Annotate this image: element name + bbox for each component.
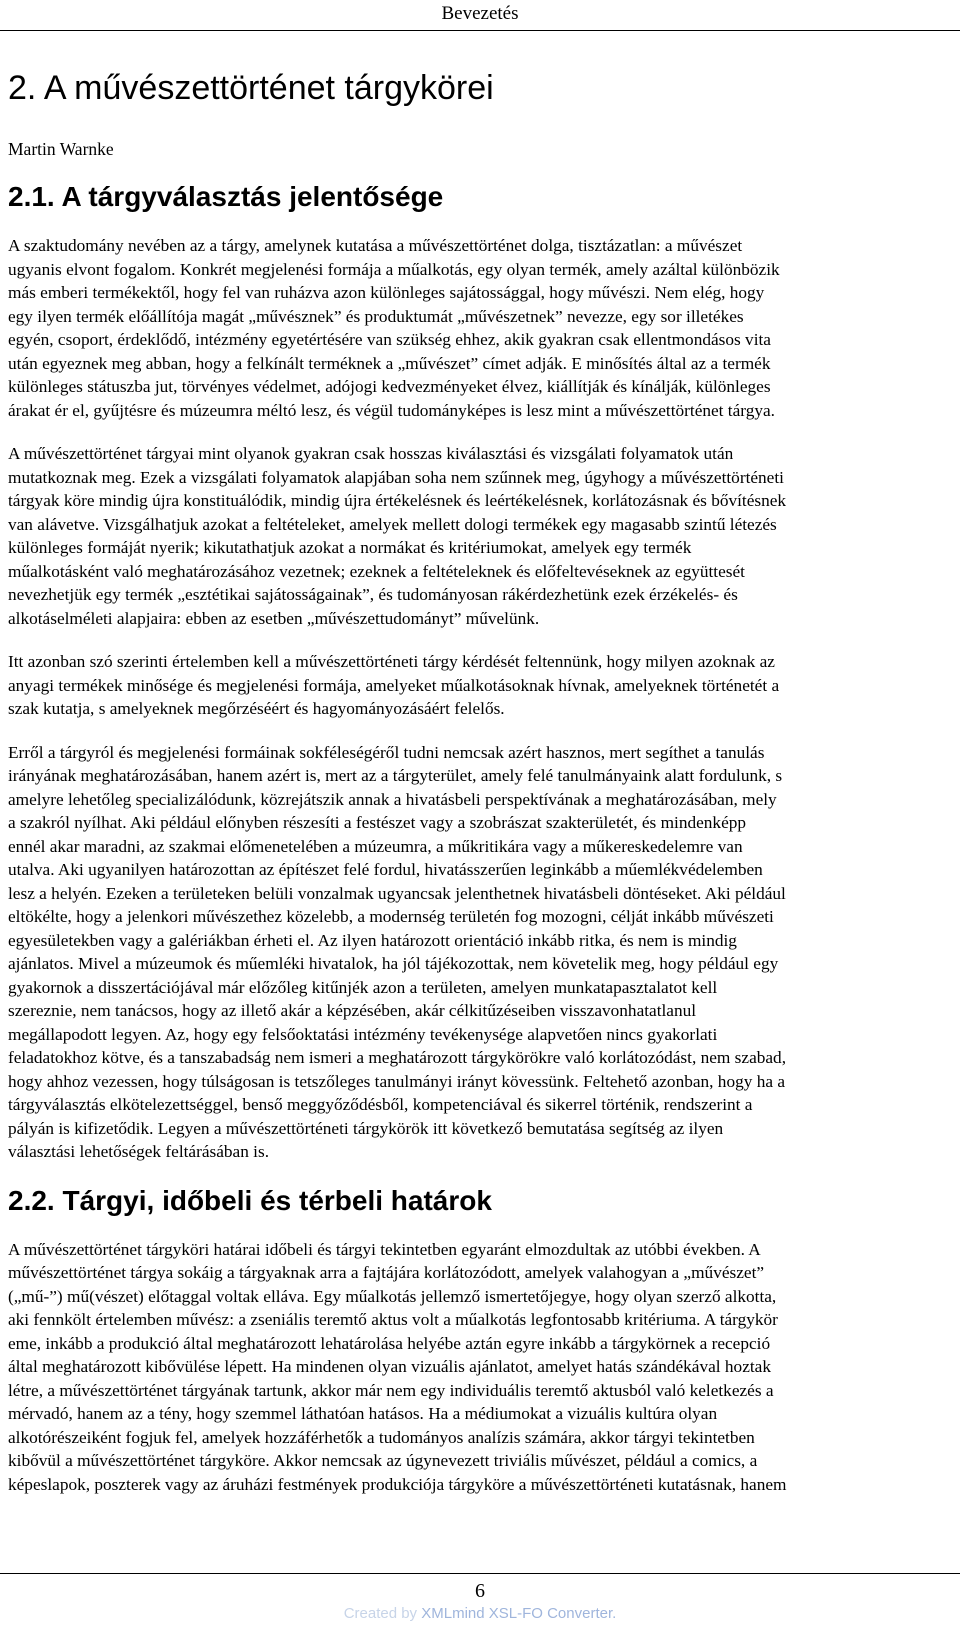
footer-divider xyxy=(0,1573,960,1574)
paragraph: Itt azonban szó szerinti értelemben kell a művészettörténeti tárgy kérdését feltennünk, hogy milyen azoknak az anyagi termékek minősége és megjelenési formája, amelyeket műalkotásoknak hívnak, amelyeknek történetét a szak kutatja, s amelyeknek megőrzéséért és hagyományozásáért felelős. xyxy=(8,652,780,718)
watermark-brand: XMLmind XSL-FO Converter. xyxy=(421,1605,617,1622)
paragraph: Erről a tárgyról és megjelenési formáinak sokféleségéről tudni nemcsak azért hasznos, mert segíthet a tanulás irányának meghatározásában, hanem azért is, mert az a tárgyterület, amely felé tanulmányaink alatt fordulunk, s amelyre lehetőleg specializálódunk, közrejátszik annak a hivatásbeli perspektívának a meghatározásában, mely a szakról nyílhat. Aki például előnyben részesíti a festészet vagy a szobrászat szakterületét, és mindenképp ennél akar maradni, az szakmai előmenetelében a múzeumra, a műkritikára vagy a műkereskedelemre van utalva. Aki ugyanilyen határozottan az építészet felé fordul, hivatásszerűen leginkább a műemlékvédelemben lesz a helyén. Ezeken a területeken belüli vonzalmak ugyancsak jelenthetnek hivatásbeli döntéseket. Aki például eltökélte, hogy a jelenkori művészethez közelebb, a modernség területén fog mozogni, célját inkább művészeti egyesületekben vagy a galériákban érheti el. Az ilyen határozott orientáció inkább ritka, és nem is mindig ajánlatos. Mivel a múzeumok és műemléki hivatalok, ha jól tájékozottak, nem követelik meg, hogy például egy gyakornok a disszertációjával már előzőleg kitűnjék azon a területen, amelyen munkatapasztalatot kell szereznie, nem tanácsos, hogy az illető akár a képzésében, akár célkitűzéseiben visszavonhatatlanul megállapodott legyen. Az, hogy egy felsőoktatási intézmény tevékenysége alapvetően nincs gyakorlati feladatokhoz kötve, és a tanszabadság nem ismeri a meghatározott tárgykörökre való korlátozódást, nem szabad, hogy ahhoz vezessen, hogy túlságosan is tetszőleges tanulmányi irányt kövessünk. Feltehető azonban, hogy ha a tárgyválasztás elkötelezettséggel, benső meggyőződésből, kompetenciával és sikerrel történik, rendszerint a pályán is kifizetődik. Legyen a művészettörténeti tárgykörök itt következő bemutatása segítség az ilyen választási lehetőségek feltárásában is. xyxy=(8,742,787,1161)
page-content xyxy=(8,68,959,1516)
author-name: Martin Warnke xyxy=(8,139,114,159)
paragraph: A művészettörténet tárgyai mint olyanok gyakran csak hosszas kiválasztási és vizsgálati folyamatok után mutatkoznak meg. Ezek a vizsgálati folyamatok alapjában soha nem szűnnek meg, úgyhogy a művészettörténeti tárgyak köre mindig újra konstituálódik, mindig újra értékelésnek és leértékelésnek, korlátozásnak és bővítésnek van alávetve. Vizsgálhatjuk azokat a feltételeket, amelyek mellett dologi termékek egy magasabb szintű létezés különleges formáját nyerik; kikutathatjuk azokat a normákat és kritériumokat, amelyek egy termék műalkotásként való meghatározásához vezetnek; ezeknek a feltételeknek és előfeltevéseknek az együttesét nevezhetjük egy termék „esztétikai sajátosságainak”, és tudományosan rákérdezhetünk ezek érzékelés- és alkotáselméleti alapjaira: ebben az esetben „művészettudományt” művelünk. xyxy=(8,444,787,628)
page-number: 6 xyxy=(475,1580,485,1602)
watermark-prefix: Created by xyxy=(343,1605,422,1622)
paragraph: A szaktudomány nevében az a tárgy, amelynek kutatása a művészettörténet dolga, tisztázatlan: a művészet ugyanis elvont fogalom. Konkrét megjelenési formája a műalkotás, egy olyan termék, amely azáltal különbözik más emberi termékektől, hogy fel van ruházva azon különleges sajátossággal, hogy művészi. Nem elég, hogy egy ilyen termék előállítója magát „művésznek” és produktumát „művészetnek” nevezze, egy sor illetékes egyén, csoport, érdeklődő, intézmény egyetértésére van szükség ehhez, akik gyakran csak ellentmondásos vita után egyeznek meg abban, hogy a felkínált terméknek a „művészet” címet adják. E minősítés által az a termék különleges státuszba jut, törvényes védelmet, adójogi kedvezményeket élvez, kiállítják és kínálják, különleges árakat ér el, gyűjtésre és múzeumra méltó lesz, és végül tudományképes is lesz mint a művészettörténet tárgya. xyxy=(8,236,780,420)
paragraph: A művészettörténet tárgyköri határai időbeli és tárgyi tekintetben egyaránt elmozdultak az utóbbi években. A művészettörténet tárgya sokáig a tárgyaknak arra a fajtájára korlátozódott, amelyek valahogyan a „művészet” („mű-”) mű(vészet) előtaggal voltak elláva. Egy műalkotás jellemző ismertetőjegye, hogy olyan szerző alkotta, aki fennkölt értelemben művész: a zseniális teremtő aktus volt a műalkotás legfontosabb kritériuma. A tárgykör eme, inkább a produkció által meghatározott lehatárolása helyébe aztán egyre inkább a tárgykörnek a recepció által meghatározott kibővülése lépett. Ha mindenen olyan vizuális ajánlatot, amelyet hatás szándékával hoztak létre, a művészettörténet tárgyának tartunk, akkor már nem egy individuális teremtő aktusból való keletkezés a mérvadó, hanem az a tény, hogy szemmel láthatóan hatásos. Ha a médiumokat a vizuális kultúra olyan alkotórészeiként fogjuk fel, amelyek hozzáférhetők a tudományos analízis számára, akkor tárgyi tekintetben kibővül a művészettörténet tárgyköre. Akkor nemcsak az úgynevezett triviális művészet, például a comics, a képeslapok, poszterek vagy az áruházi festmények produkciója tárgyköre a művészettörténeti kutatásnak, hanem xyxy=(8,1239,787,1494)
section-title: 2.1. A tárgyválasztás jelentősége xyxy=(8,181,444,212)
running-title: Bevezetés xyxy=(441,3,519,24)
running-header xyxy=(0,0,960,31)
chapter-title: 2. A művészettörténet tárgykörei xyxy=(8,69,494,107)
converter-watermark xyxy=(0,1605,960,1622)
section-title: 2.2. Tárgyi, időbeli és térbeli határok xyxy=(8,1184,492,1216)
